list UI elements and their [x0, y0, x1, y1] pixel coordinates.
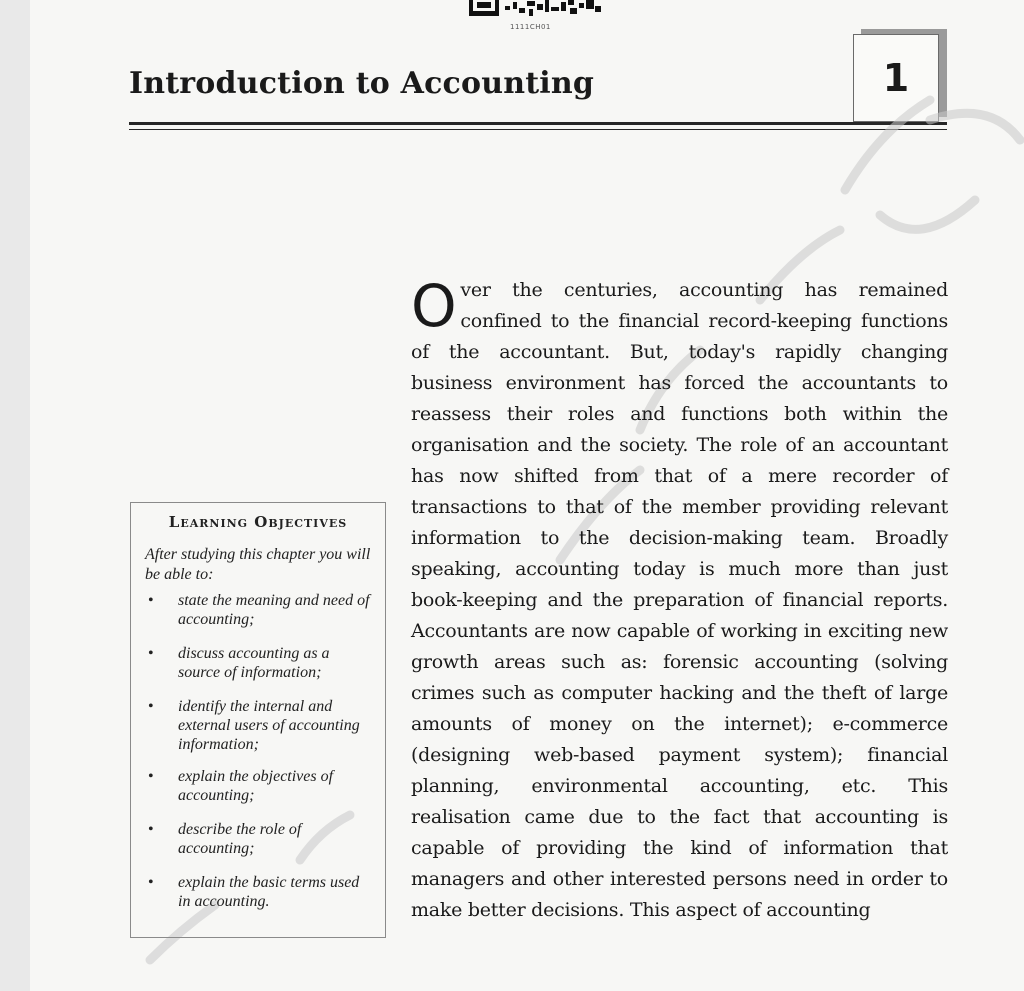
- objective-item: • identify the internal and external users of accounting information;: [178, 697, 375, 767]
- chapter-number: 1: [882, 56, 910, 100]
- objective-item: • explain the objectives of accounting;: [178, 767, 375, 820]
- objective-item: • explain the basic terms used in accounting.: [178, 873, 375, 926]
- learning-objectives-box: [130, 502, 386, 938]
- title-divider-thin: [129, 129, 947, 130]
- qr-code-label: 1111CH01: [510, 23, 551, 31]
- chapter-number-box: [853, 34, 939, 122]
- chapter-title: Introduction to Accounting: [129, 66, 595, 101]
- objective-item: • describe the role of accounting;: [178, 820, 375, 873]
- title-divider-thick: [129, 122, 947, 125]
- objective-item: • discuss accounting as a source of information;: [178, 644, 375, 697]
- intro-paragraph-text: ver the centuries, accounting has remained confined to the financial record-keeping functions of the accountant. But, today's rapidly changing business environment has forced the accountants to reassess their roles and functions both within the organisation and the society. The role of an accountant has now shifted from that of a mere recorder of transactions to that of the member providing relevant information to the decision-making team. Broadly speaking, accounting today is much more than just book-keeping and the preparation of financial reports. Accountants are now capable of working in exciting new growth areas such as: forensic accounting (solving crimes such as computer hacking and the theft of large amounts of money on the internet); e-commerce (designing web-based payment system); financial planning, environmental accounting, etc. This realisation came due to the fact that accounting is capable of providing the kind of information that managers and other interested persons need in order to make better decisions. This aspect of accounting: [411, 279, 948, 921]
- objective-item: • state the meaning and need of accounting;: [178, 591, 375, 644]
- learning-objectives-heading: Learning Objectives: [168, 513, 348, 531]
- intro-paragraph: [411, 272, 948, 926]
- learning-objectives-list: [131, 591, 385, 926]
- qr-code-icon: [467, 0, 605, 18]
- drop-cap: O: [411, 272, 457, 340]
- learning-objectives-intro: After studying this chapter you will be able to:: [145, 546, 371, 583]
